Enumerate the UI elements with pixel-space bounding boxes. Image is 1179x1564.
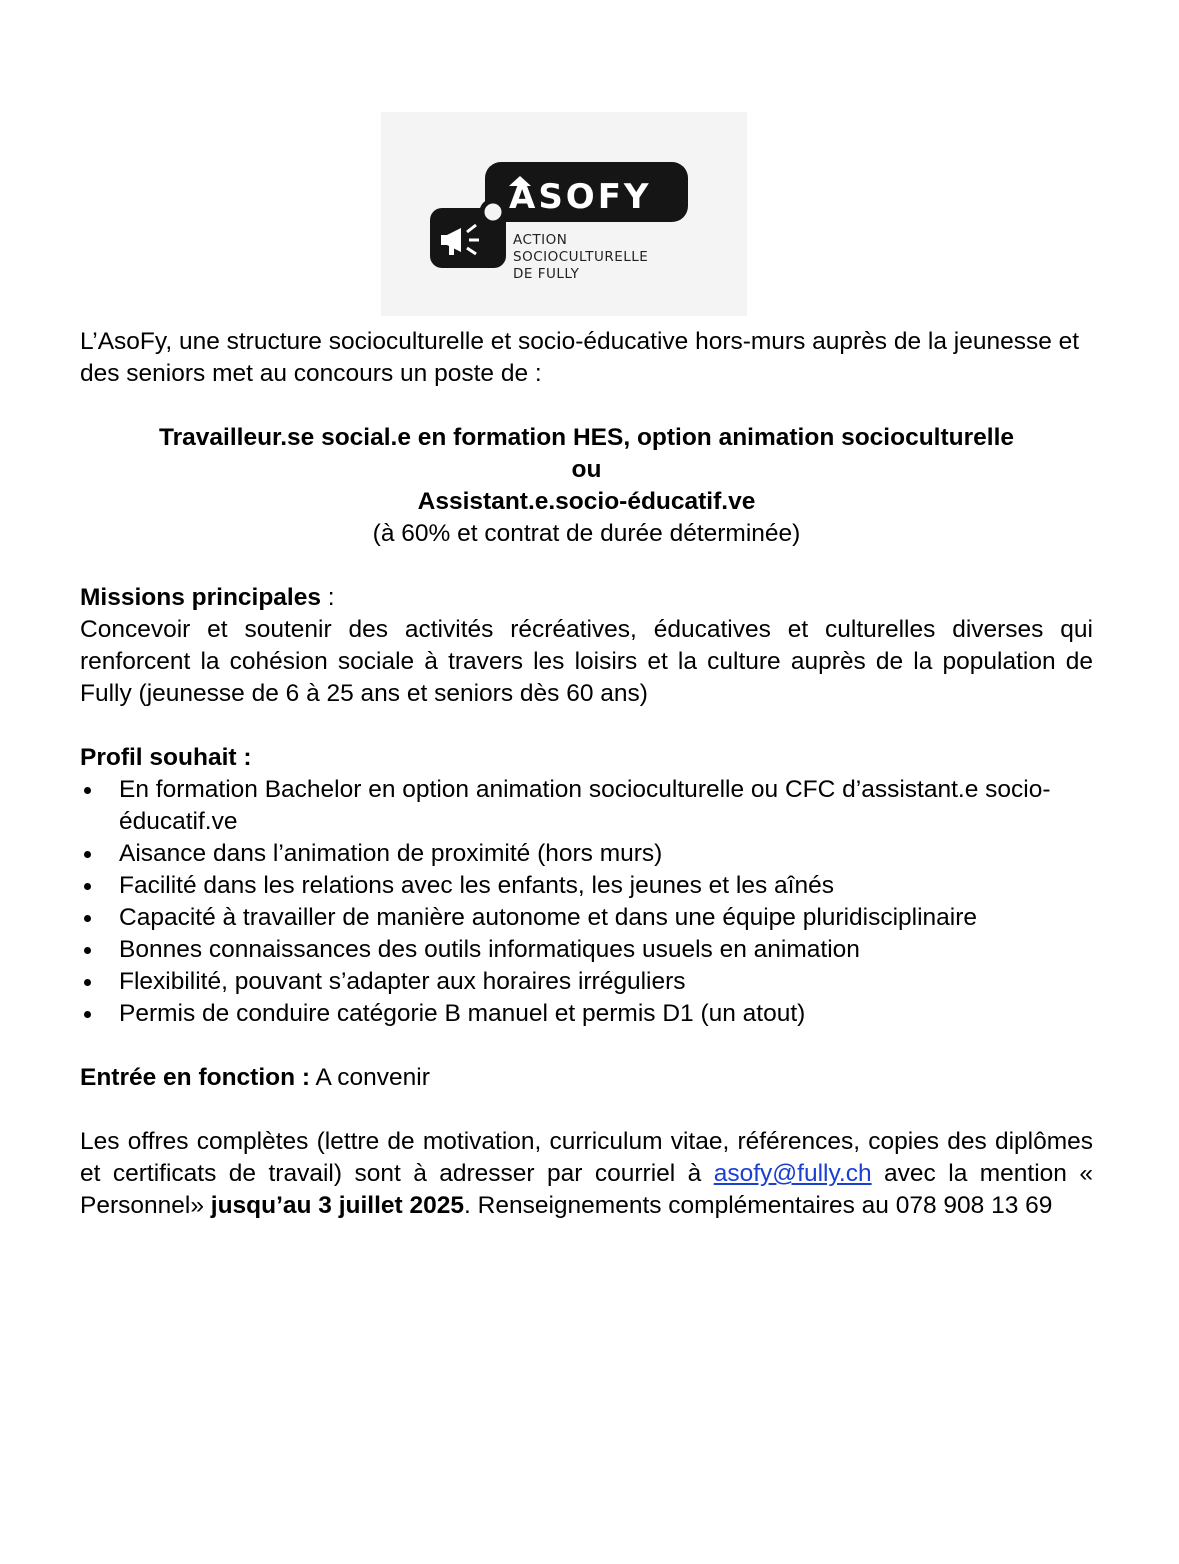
position-note: (à 60% et contrat de durée déterminée) [372, 520, 801, 547]
bullet-icon [84, 851, 91, 858]
bullet-icon [84, 915, 91, 922]
list-item-text: Bonnes connaissances des outils informatiques usuels en animation [119, 936, 860, 963]
application-deadline: jusqu’au 3 juillet 2025 [210, 1192, 465, 1219]
bullet-icon [84, 787, 91, 794]
application-text-2: avec la mention « Personnel» [80, 1160, 1093, 1219]
position-title-1: Travailleur.se social.e en formation HES, option animation socioculturelle [159, 424, 1014, 451]
missions-colon: : [321, 584, 335, 611]
logo-line-3: DE FULLY [513, 266, 580, 282]
logo-line-2: SOCIOCULTURELLE [513, 249, 649, 265]
list-item [80, 774, 1093, 838]
missions-text: Concevoir et soutenir des activités récréatives, éducatives et culturelles diverses qui renforcent la cohésion sociale à travers les loisirs et la culture auprès de la population de Fully (jeunesse de 6 à 25 ans et seniors dès 60 ans) [80, 616, 1093, 707]
list-item [80, 966, 1093, 998]
start-date-label: Entrée en fonction : [80, 1064, 311, 1091]
list-item-text: Capacité à travailler de manière autonome et dans une équipe pluridisciplinaire [119, 904, 978, 931]
list-item-text: Flexibilité, pouvant s’adapter aux horaires irréguliers [119, 968, 686, 995]
start-date-value: A convenir [310, 1064, 430, 1091]
application-text-1: Les offres complètes (lettre de motivation, curriculum vitae, références, copies des diplômes et certificats de travail) sont à adresser par courriel à [80, 1128, 1093, 1187]
profile-list [80, 774, 1093, 1030]
bullet-icon [84, 1011, 91, 1018]
start-date [80, 1062, 1093, 1094]
position-title-2: Assistant.e.socio-éducatif.ve [417, 488, 756, 515]
bullet-icon [84, 947, 91, 954]
bullet-icon [84, 979, 91, 986]
list-item-text: En formation Bachelor en option animation socioculturelle ou CFC d’assistant.e socio-éducatif.ve [119, 776, 1051, 835]
list-item [80, 870, 1093, 902]
profile-heading: Profil souhait : [80, 744, 252, 771]
list-item [80, 902, 1093, 934]
application-text-3: . Renseignements complémentaires au 078 908 13 69 [464, 1192, 1053, 1219]
application-paragraph [80, 1126, 1093, 1222]
position-or: ou [571, 456, 602, 483]
list-item [80, 998, 1093, 1030]
job-posting [80, 326, 1093, 1222]
list-item-text: Aisance dans l’animation de proximité (hors murs) [119, 840, 663, 867]
list-item-text: Permis de conduire catégorie B manuel et permis D1 (un atout) [119, 1000, 806, 1027]
logo-line-1: ACTION [513, 232, 568, 248]
missions-heading [80, 582, 1093, 614]
asofy-logo [381, 112, 747, 316]
missions-heading-label: Missions principales [80, 584, 321, 611]
intro-paragraph: L’AsoFy, une structure socioculturelle et socio-éducative hors-murs auprès de la jeunesse et des seniors met au concours un poste de : [80, 328, 1080, 387]
bullet-icon [84, 883, 91, 890]
list-item-text: Facilité dans les relations avec les enfants, les jeunes et les aînés [119, 872, 834, 899]
email-link[interactable]: asofy@fully.ch [713, 1160, 872, 1187]
list-item [80, 934, 1093, 966]
list-item [80, 838, 1093, 870]
logo-wordmark: ASOFY [509, 177, 652, 217]
